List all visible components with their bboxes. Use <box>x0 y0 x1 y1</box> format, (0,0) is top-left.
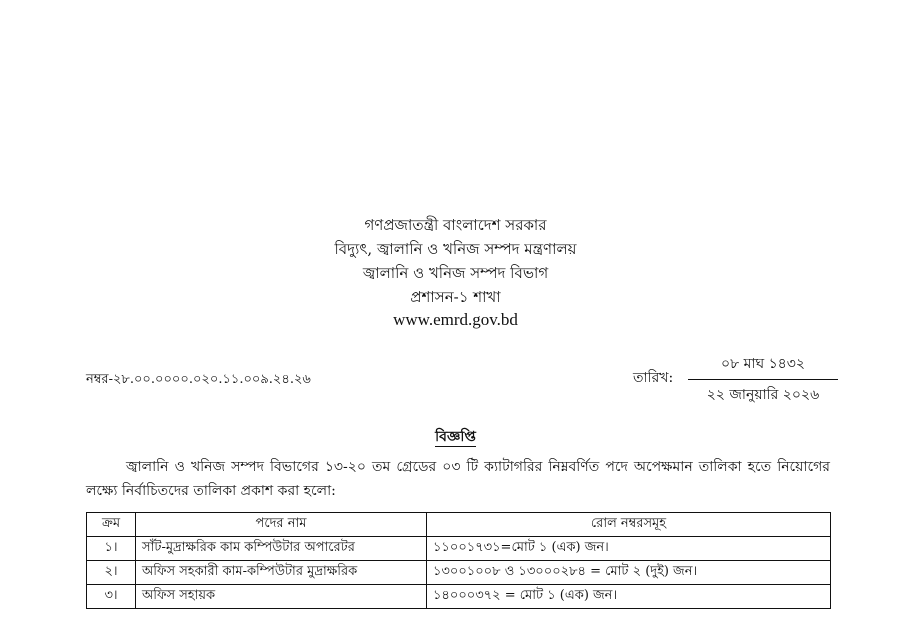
selection-table <box>86 512 831 609</box>
table-row <box>87 585 831 609</box>
notice-body: জ্বালানি ও খনিজ সম্পদ বিভাগের ১৩-২০ তম গ্রেডের ০৩ টি ক্যাটাগরির নিম্নবর্ণিত পদে অপেক্ষমান তালিকা হতে নিয়োগের লক্ষ্যে নির্বাচিতদের তালিকা প্রকাশ করা হলো: <box>86 459 830 499</box>
header-division: জ্বালানি ও খনিজ সম্পদ বিভাগ <box>362 264 549 282</box>
row-serial: ১। <box>87 537 136 561</box>
header-ministry: বিদ্যুৎ, জ্বালানি ও খনিজ সম্পদ মন্ত্রণালয় <box>334 240 577 258</box>
date-label: তারিখ: <box>633 370 674 386</box>
row-rolls: ১১০০১৭৩১=মোট ১ (এক) জন। <box>427 537 831 561</box>
table-header-row <box>87 513 831 537</box>
table-row <box>87 561 831 585</box>
row-rolls: ১৩০০১০০৮ ও ১৩০০০২৮৪ = মোট ২ (দুই) জন। <box>427 561 831 585</box>
header-branch: প্রশাসন-১ শাখা <box>410 288 501 306</box>
table-row <box>87 537 831 561</box>
notice-title-text: বিজ্ঞপ্তি <box>435 429 476 445</box>
row-serial: ৩। <box>87 585 136 609</box>
date-gregorian: ২২ জানুয়ারি ২০২৬ <box>706 387 820 403</box>
notice-title <box>0 425 911 449</box>
date-bangla: ০৮ মাঘ ১৪৩২ <box>688 352 838 380</box>
row-rolls: ১৪০০০৩৭২ = মোট ১ (এক) জন। <box>427 585 831 609</box>
row-post: অফিস সহায়ক <box>136 585 427 609</box>
col-post: পদের নাম <box>136 513 427 537</box>
memo-number: নম্বর-২৮.০০.০০০০.০২০.১১.০০৯.২৪.২৬ <box>86 372 311 387</box>
row-serial: ২। <box>87 561 136 585</box>
header-website: www.emrd.gov.bd <box>393 310 518 329</box>
col-serial: ক্রম <box>87 513 136 537</box>
row-post: সাঁট-মুদ্রাক্ষরিক কাম কম্পিউটার অপারেটর <box>136 537 427 561</box>
date-block <box>688 352 838 407</box>
col-rolls: রোল নম্বরসমূহ <box>427 513 831 537</box>
row-post: অফিস সহকারী কাম-কম্পিউটার মুদ্রাক্ষরিক <box>136 561 427 585</box>
header-government: গণপ্রজাতন্ত্রী বাংলাদেশ সরকার <box>364 216 547 234</box>
